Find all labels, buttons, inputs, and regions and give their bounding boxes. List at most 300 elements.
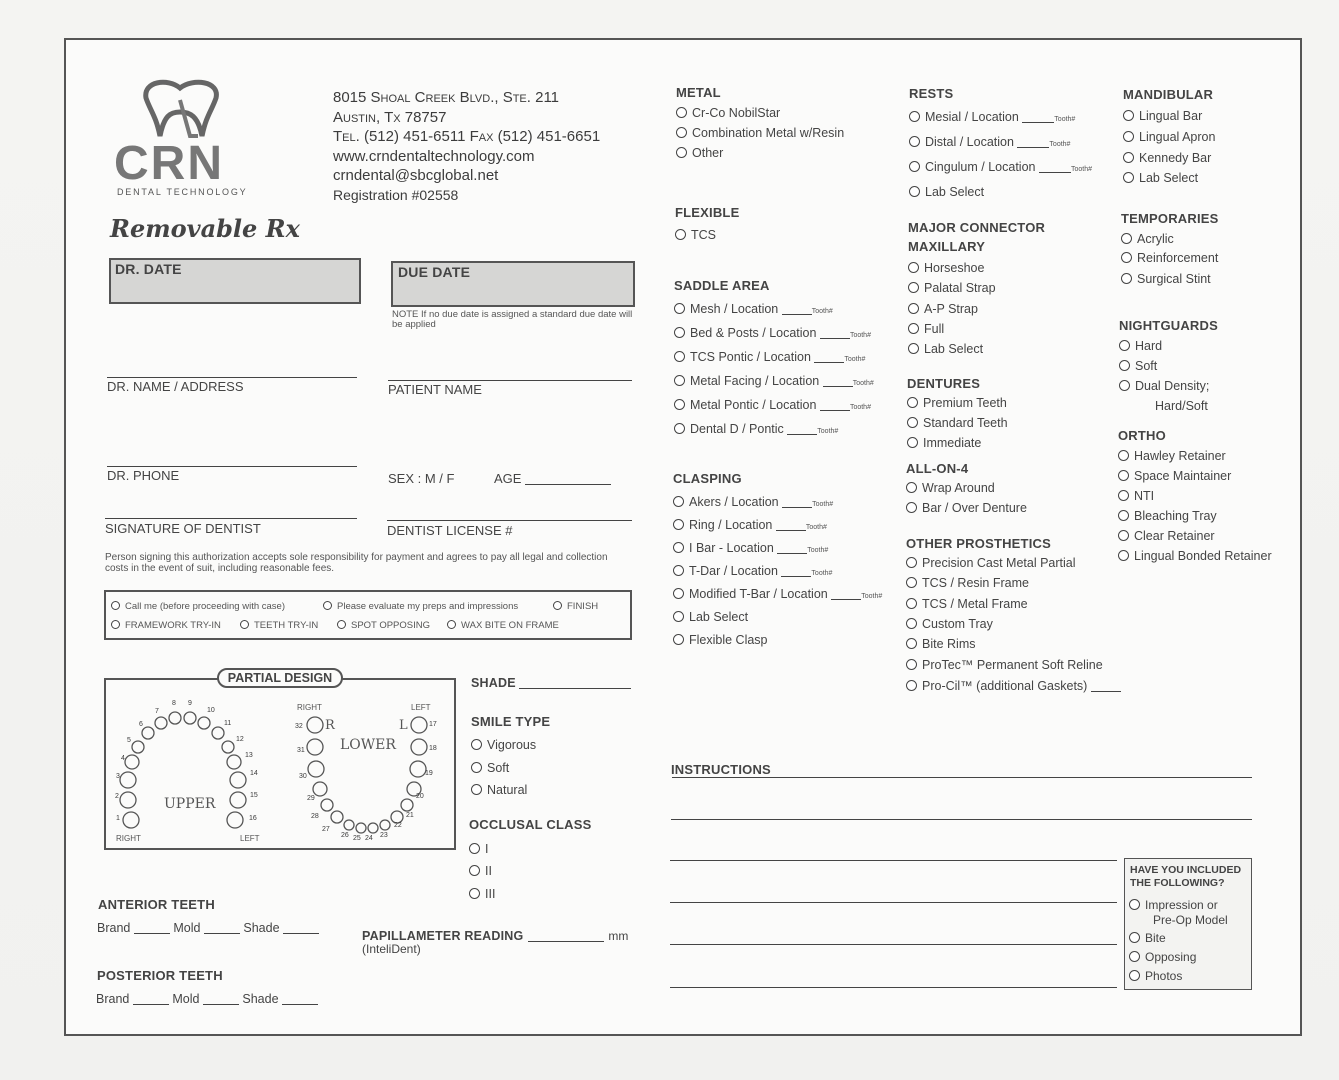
option-label: Lab Select xyxy=(925,185,985,199)
radio-icon xyxy=(471,784,482,795)
patient-name-label: PATIENT NAME xyxy=(388,382,482,397)
option-label: I Bar - Location xyxy=(689,541,774,555)
nightguards-hard-soft: Hard/Soft xyxy=(1155,399,1208,413)
prosthetics-option[interactable] xyxy=(906,679,1121,693)
radio-icon xyxy=(240,620,249,629)
occlusal-class-title: OCCLUSAL CLASS xyxy=(469,817,592,832)
option-label: Opposing xyxy=(1145,950,1197,964)
clasping-option[interactable] xyxy=(673,518,827,532)
radio-icon xyxy=(1121,273,1132,284)
saddle-option[interactable] xyxy=(674,350,865,364)
radio-icon xyxy=(1123,152,1134,163)
radio-icon xyxy=(674,351,685,362)
saddle-option[interactable] xyxy=(674,422,838,436)
clasping-option[interactable] xyxy=(673,587,882,601)
rests-option[interactable] xyxy=(909,160,1092,174)
prosthetics-option[interactable] xyxy=(906,637,975,651)
upper-label: UPPER xyxy=(164,796,216,812)
brand-label: Brand xyxy=(96,992,130,1006)
option-wax-bite[interactable] xyxy=(447,620,559,631)
tooth-logo-icon xyxy=(138,76,228,146)
connector-option[interactable] xyxy=(908,302,978,316)
option-evaluate[interactable] xyxy=(323,601,518,612)
tooth-sub: Tooth# xyxy=(852,380,874,387)
clasping-option[interactable] xyxy=(673,564,832,578)
tooth-number: 9 xyxy=(188,700,192,707)
checklist-title: HAVE YOU INCLUDED THE FOLLOWING? xyxy=(1130,864,1242,889)
dr-phone-label: DR. PHONE xyxy=(107,468,180,483)
posterior-teeth-title: POSTERIOR TEETH xyxy=(97,968,223,983)
tooth-number: 31 xyxy=(297,747,305,754)
radio-icon xyxy=(1123,131,1134,142)
tooth-number: 29 xyxy=(307,795,315,802)
metal-option[interactable] xyxy=(676,126,844,140)
license-label: DENTIST LICENSE # xyxy=(387,523,513,538)
tooth-number: 11 xyxy=(224,720,232,727)
radio-icon xyxy=(906,618,917,629)
option-label: Kennedy Bar xyxy=(1139,151,1212,165)
radio-icon xyxy=(907,437,918,448)
instructions-line-4[interactable] xyxy=(670,902,1117,903)
tooth-number: 20 xyxy=(416,793,424,800)
brand-line xyxy=(134,933,170,934)
all-on-4-title: ALL-ON-4 xyxy=(906,461,969,476)
posterior-fields[interactable] xyxy=(96,992,318,1006)
form-frame xyxy=(64,38,1302,1036)
tooth-line xyxy=(1022,122,1054,123)
clasping-option[interactable] xyxy=(673,633,768,647)
tooth-number: 25 xyxy=(353,835,361,842)
option-label: TCS / Resin Frame xyxy=(922,576,1029,590)
tooth-sub: Tooth# xyxy=(805,524,827,531)
radio-icon xyxy=(909,186,920,197)
option-label: Space Maintainer xyxy=(1134,469,1232,483)
smile-soft[interactable] xyxy=(471,761,509,775)
option-label: A-P Strap xyxy=(924,302,978,316)
due-date-note: NOTE If no due date is assigned a standard due date will be applied xyxy=(392,309,633,330)
option-label: Soft xyxy=(487,761,510,775)
mold-label: Mold xyxy=(173,921,201,935)
option-label: Bed & Posts / Location xyxy=(690,326,817,340)
saddle-option[interactable] xyxy=(674,374,874,388)
tooth-number: 27 xyxy=(322,826,330,833)
tooth-number: 17 xyxy=(429,721,437,728)
major-connector-title: MAJOR CONNECTOR xyxy=(908,220,1046,235)
ortho-option[interactable] xyxy=(1118,449,1226,463)
address-line-2: Austin, Tx 78757 xyxy=(333,108,447,126)
option-label: III xyxy=(485,887,496,901)
prosthetics-option[interactable] xyxy=(906,617,993,631)
clasping-option[interactable] xyxy=(673,610,748,624)
clasping-option[interactable] xyxy=(673,541,828,555)
connector-option[interactable] xyxy=(908,261,984,275)
option-label: Surgical Stint xyxy=(1137,272,1211,286)
options-box xyxy=(104,590,632,640)
option-label: TCS Pontic / Location xyxy=(690,350,811,364)
option-label: Natural xyxy=(487,783,528,797)
option-label: FINISH xyxy=(567,601,599,612)
mandibular-option[interactable] xyxy=(1123,109,1202,123)
tooth-number: 13 xyxy=(245,752,253,759)
upper-left-label: LEFT xyxy=(240,834,260,843)
flexible-title: FLEXIBLE xyxy=(675,205,740,220)
dr-name-label: DR. NAME / ADDRESS xyxy=(107,379,244,394)
mandibular-option[interactable] xyxy=(1123,171,1198,185)
radio-icon xyxy=(907,417,918,428)
radio-icon xyxy=(673,565,684,576)
tooth-sub: Tooth# xyxy=(849,332,871,339)
website: www.crndentaltechnology.com xyxy=(333,147,535,165)
brand-line xyxy=(133,1004,169,1005)
metal-option[interactable] xyxy=(676,146,723,160)
occlusal-class-2[interactable] xyxy=(469,864,492,878)
option-spot-opposing[interactable] xyxy=(337,620,430,631)
tooth-line xyxy=(823,386,853,387)
option-label: Metal Pontic / Location xyxy=(690,398,817,412)
option-label: Lingual Bar xyxy=(1139,109,1203,123)
patient-name-line[interactable] xyxy=(388,380,632,381)
partial-design-title: PARTIAL DESIGN xyxy=(217,668,343,688)
radio-icon xyxy=(908,262,919,273)
radio-icon xyxy=(323,601,332,610)
radio-icon xyxy=(471,762,482,773)
tooth-number: 32 xyxy=(295,723,303,730)
option-label: Vigorous xyxy=(487,738,537,752)
smile-type-title: SMILE TYPE xyxy=(471,714,551,729)
shade-label: Shade xyxy=(243,921,280,935)
clasping-title: CLASPING xyxy=(673,471,742,486)
logo-text: CRN xyxy=(114,137,224,190)
lower-right-label: RIGHT xyxy=(297,703,322,712)
ortho-option[interactable] xyxy=(1118,549,1272,563)
tooth-number: 23 xyxy=(380,832,388,839)
upper-right-label: RIGHT xyxy=(116,834,141,843)
dentures-option[interactable] xyxy=(907,436,981,450)
l-label: L xyxy=(399,718,408,733)
tooth-number: 24 xyxy=(365,835,373,842)
license-line[interactable] xyxy=(387,520,632,521)
smile-natural[interactable] xyxy=(471,783,527,797)
mold-line xyxy=(203,1004,239,1005)
radio-icon xyxy=(907,397,918,408)
tooth-number: 30 xyxy=(299,773,307,780)
option-label: TEETH TRY-IN xyxy=(254,620,319,631)
radio-icon xyxy=(676,147,687,158)
anterior-teeth-title: ANTERIOR TEETH xyxy=(98,897,215,912)
ortho-title: ORTHO xyxy=(1118,428,1166,443)
tooth-sub: Tooth# xyxy=(1070,166,1092,173)
option-label: Reinforcement xyxy=(1137,251,1219,265)
instructions-line-5[interactable] xyxy=(670,944,1117,945)
radio-icon xyxy=(674,327,685,338)
option-label: Flexible Clasp xyxy=(689,633,768,647)
option-label: Hard xyxy=(1135,339,1163,353)
papillameter-label: PAPILLAMETER READING xyxy=(362,929,524,943)
nightguards-option[interactable] xyxy=(1119,339,1162,353)
tooth-line xyxy=(781,576,811,577)
tooth-sub: Tooth# xyxy=(807,547,829,554)
connector-option[interactable] xyxy=(908,322,944,336)
occlusal-class-1[interactable] xyxy=(469,842,488,856)
radio-icon xyxy=(906,638,917,649)
radio-icon xyxy=(673,588,684,599)
lower-label: LOWER xyxy=(340,737,396,753)
tooth-sub: Tooth# xyxy=(817,428,839,435)
rests-option[interactable] xyxy=(909,185,984,199)
papillameter-line xyxy=(528,941,604,942)
option-label: II xyxy=(485,864,492,878)
option-label: Bleaching Tray xyxy=(1134,509,1217,523)
tooth-sub: Tooth# xyxy=(811,308,833,315)
radio-icon xyxy=(1118,550,1129,561)
option-label: Clear Retainer xyxy=(1134,529,1215,543)
brand-label: Brand xyxy=(97,921,131,935)
radio-icon xyxy=(673,496,684,507)
option-label: Distal / Location xyxy=(925,135,1014,149)
radio-icon xyxy=(906,598,917,609)
shade-label: Shade xyxy=(242,992,279,1006)
option-label: Palatal Strap xyxy=(924,281,996,295)
saddle-option[interactable] xyxy=(674,398,871,412)
option-label: FRAMEWORK TRY-IN xyxy=(125,620,221,631)
radio-icon xyxy=(676,127,687,138)
connector-option[interactable] xyxy=(908,342,983,356)
radio-icon xyxy=(908,323,919,334)
radio-icon xyxy=(1119,360,1130,371)
radio-icon xyxy=(909,161,920,172)
option-label: Immediate xyxy=(923,436,982,450)
instructions-line-2[interactable] xyxy=(671,819,1252,820)
radio-icon xyxy=(1118,490,1129,501)
instructions-line-6[interactable] xyxy=(670,987,1117,988)
radio-icon xyxy=(337,620,346,629)
saddle-option[interactable] xyxy=(674,302,833,316)
shade-label: SHADE xyxy=(471,676,516,690)
prosthetics-option[interactable] xyxy=(906,658,1103,672)
rests-option[interactable] xyxy=(909,135,1070,149)
authorization-text: Person signing this authorization accepts sole responsibility for payment and agrees to pay all legal and collection costs in the event of suit, including reasonable fees. xyxy=(105,552,608,574)
ortho-option[interactable] xyxy=(1118,489,1154,503)
tooth-number: 22 xyxy=(394,822,402,829)
tooth-line xyxy=(782,507,812,508)
mandibular-option[interactable] xyxy=(1123,151,1211,165)
option-teeth-tryin[interactable] xyxy=(240,620,318,631)
tooth-line xyxy=(787,434,817,435)
dr-date-label: DR. DATE xyxy=(115,261,182,277)
radio-icon xyxy=(674,375,685,386)
shade-field[interactable] xyxy=(471,676,631,690)
ortho-option[interactable] xyxy=(1118,469,1231,483)
form-title: Removable Rx xyxy=(110,214,300,243)
ortho-option[interactable] xyxy=(1118,529,1215,543)
flexible-option[interactable] xyxy=(675,228,716,242)
radio-icon xyxy=(469,843,480,854)
prosthetics-option[interactable] xyxy=(906,556,1076,570)
radio-icon xyxy=(906,502,917,513)
checklist-photos[interactable] xyxy=(1129,969,1182,983)
checklist-preop: Pre-Op Model xyxy=(1153,913,1228,927)
option-label: Bite Rims xyxy=(922,637,976,651)
maxillary-subtitle: MAXILLARY xyxy=(908,239,986,254)
option-label: I xyxy=(485,842,489,856)
option-label: Dental D / Pontic xyxy=(690,422,784,436)
radio-icon xyxy=(674,303,685,314)
temporaries-title: TEMPORARIES xyxy=(1121,211,1219,226)
radio-icon xyxy=(908,343,919,354)
age-line[interactable] xyxy=(525,484,611,485)
sex-label[interactable]: SEX : M / F xyxy=(388,471,455,486)
option-label: SPOT OPPOSING xyxy=(351,620,431,631)
option-label: Horseshoe xyxy=(924,261,985,275)
temporaries-option[interactable] xyxy=(1121,272,1211,286)
radio-icon xyxy=(1119,380,1130,391)
option-label: Acrylic xyxy=(1137,232,1174,246)
option-label: Mesial / Location xyxy=(925,110,1019,124)
tooth-number: 8 xyxy=(172,700,176,707)
all-on-4-option[interactable] xyxy=(906,501,1027,515)
nightguards-title: NIGHTGUARDS xyxy=(1119,318,1218,333)
metal-title: METAL xyxy=(676,85,721,100)
anterior-fields[interactable] xyxy=(97,921,319,935)
occlusal-class-3[interactable] xyxy=(469,887,495,901)
option-label: Bar / Over Denture xyxy=(922,501,1027,515)
tooth-number: 1 xyxy=(116,815,120,822)
radio-icon xyxy=(909,111,920,122)
gaskets-line xyxy=(1091,691,1121,692)
papillameter-sub: (InteliDent) xyxy=(362,942,421,956)
instructions-line-3[interactable] xyxy=(670,860,1117,861)
radio-icon xyxy=(675,229,686,240)
papillameter-unit: mm xyxy=(608,929,629,943)
other-prosthetics-title: OTHER PROSTHETICS xyxy=(906,536,1051,551)
saddle-option[interactable] xyxy=(674,326,871,340)
checklist-bite[interactable] xyxy=(1129,931,1166,945)
option-label: Other xyxy=(692,146,724,160)
option-label: Hawley Retainer xyxy=(1134,449,1226,463)
tooth-number: 16 xyxy=(249,815,257,822)
prosthetics-option[interactable] xyxy=(906,576,1029,590)
radio-icon xyxy=(1129,970,1140,981)
option-label: Metal Facing / Location xyxy=(690,374,820,388)
checklist-opposing[interactable] xyxy=(1129,950,1196,964)
tooth-line xyxy=(814,362,844,363)
signature-line[interactable] xyxy=(105,518,357,519)
option-finish[interactable] xyxy=(553,601,598,612)
tooth-sub: Tooth# xyxy=(849,404,871,411)
ortho-option[interactable] xyxy=(1118,509,1217,523)
smile-vigorous[interactable] xyxy=(471,738,536,752)
option-label: Soft xyxy=(1135,359,1158,373)
radio-icon xyxy=(906,659,917,670)
age-text: AGE xyxy=(494,471,522,486)
temporaries-option[interactable] xyxy=(1121,232,1174,246)
radio-icon xyxy=(673,611,684,622)
option-label: Combination Metal w/Resin xyxy=(692,126,845,140)
prosthetics-option[interactable] xyxy=(906,597,1028,611)
option-label: T-Dar / Location xyxy=(689,564,778,578)
temporaries-option[interactable] xyxy=(1121,251,1218,265)
tooth-number: 21 xyxy=(406,812,414,819)
mandibular-option[interactable] xyxy=(1123,130,1215,144)
due-date-field[interactable] xyxy=(391,261,635,307)
rests-option[interactable] xyxy=(909,110,1075,124)
radio-icon xyxy=(1119,340,1130,351)
option-label: Lingual Apron xyxy=(1139,130,1216,144)
tooth-number: 28 xyxy=(311,813,319,820)
tooth-line xyxy=(820,410,850,411)
radio-icon xyxy=(909,136,920,147)
option-label: Call me (before proceeding with case) xyxy=(125,601,285,612)
dr-name-line[interactable] xyxy=(107,377,357,378)
tooth-number: 18 xyxy=(429,745,437,752)
radio-icon xyxy=(553,601,562,610)
tooth-line xyxy=(777,553,807,554)
instructions-line-1[interactable] xyxy=(672,777,1252,778)
radio-icon xyxy=(1118,450,1129,461)
option-label: Bite xyxy=(1145,931,1166,945)
tooth-sub: Tooth# xyxy=(812,501,834,508)
tooth-number: 2 xyxy=(115,793,119,800)
radio-icon xyxy=(906,557,917,568)
nightguards-option[interactable] xyxy=(1119,359,1157,373)
option-call-me[interactable] xyxy=(111,601,285,612)
tooth-number: 12 xyxy=(236,736,244,743)
option-framework[interactable] xyxy=(111,620,221,631)
clasping-option[interactable] xyxy=(673,495,833,509)
tooth-line xyxy=(820,338,850,339)
tooth-number: 7 xyxy=(155,708,159,715)
tooth-number: 26 xyxy=(341,832,349,839)
option-label: TCS / Metal Frame xyxy=(922,597,1028,611)
saddle-area-title: SADDLE AREA xyxy=(674,278,770,293)
tooth-number: 4 xyxy=(121,755,125,762)
radio-icon xyxy=(906,482,917,493)
dr-date-field[interactable] xyxy=(109,258,361,304)
dr-phone-line[interactable] xyxy=(107,466,357,467)
logo-subtitle: DENTAL TECHNOLOGY xyxy=(117,187,248,197)
all-on-4-option[interactable] xyxy=(906,481,995,495)
tooth-sub: Tooth# xyxy=(1049,141,1071,148)
option-label: Custom Tray xyxy=(922,617,993,631)
radio-icon xyxy=(1129,899,1140,910)
dentures-option[interactable] xyxy=(907,396,1007,410)
option-label: Please evaluate my preps and impressions xyxy=(337,601,519,612)
radio-icon xyxy=(1118,470,1129,481)
option-label: Lingual Bonded Retainer xyxy=(1134,549,1272,563)
checklist-impression[interactable] xyxy=(1129,898,1218,912)
radio-icon xyxy=(471,739,482,750)
radio-icon xyxy=(1118,530,1129,541)
lower-left-label: LEFT xyxy=(411,703,431,712)
radio-icon xyxy=(676,107,687,118)
radio-icon xyxy=(447,620,456,629)
option-label: Premium Teeth xyxy=(923,396,1007,410)
option-label: Impression or xyxy=(1145,898,1218,912)
option-label: Modified T-Bar / Location xyxy=(689,587,828,601)
address-line-1: 8015 Shoal Creek Blvd., Ste. 211 xyxy=(333,89,560,106)
option-label: Cr-Co NobilStar xyxy=(692,106,781,120)
nightguards-option[interactable] xyxy=(1119,379,1209,393)
tooth-sub: Tooth# xyxy=(811,570,833,577)
tooth-number: 6 xyxy=(139,721,143,728)
metal-option[interactable] xyxy=(676,106,780,120)
tooth-sub: Tooth# xyxy=(1054,116,1076,123)
instructions-title: INSTRUCTIONS xyxy=(671,762,771,777)
connector-option[interactable] xyxy=(908,281,996,295)
option-label: Photos xyxy=(1145,969,1183,983)
signature-label: SIGNATURE OF DENTIST xyxy=(105,521,261,536)
dentures-option[interactable] xyxy=(907,416,1008,430)
